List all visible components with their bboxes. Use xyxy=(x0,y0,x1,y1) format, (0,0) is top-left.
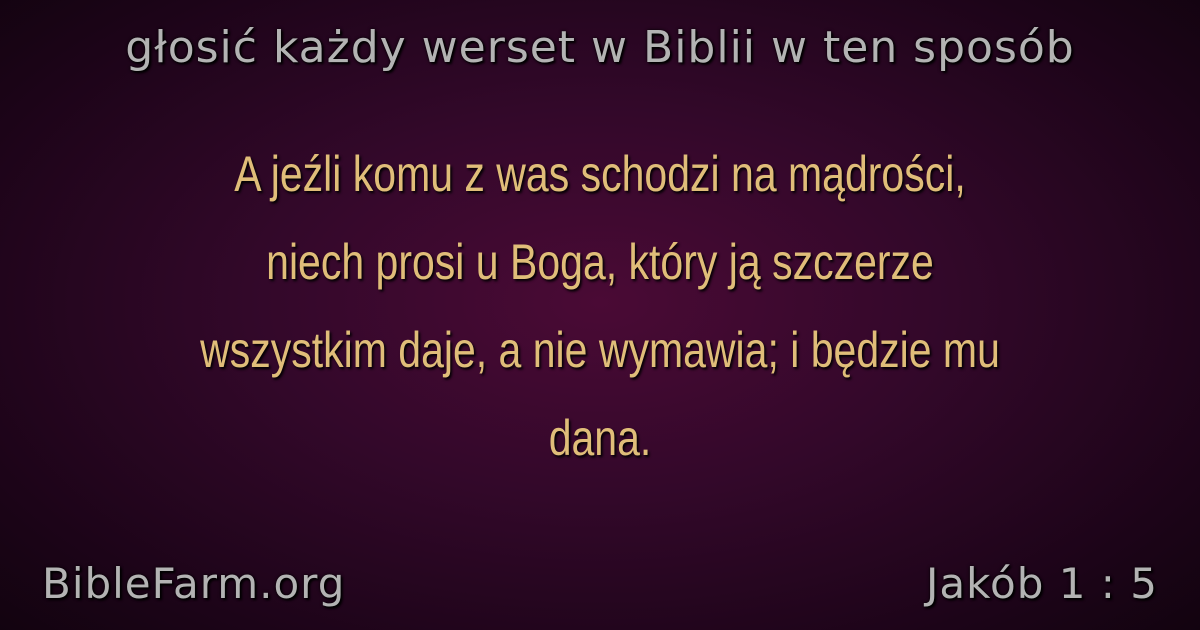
verse-text xyxy=(141,130,1059,482)
verse-line: wszystkim daje, a nie wymawia; i będzie mu xyxy=(200,322,1000,378)
tagline: głosić każdy werset w Biblii w ten sposób xyxy=(125,22,1075,73)
site-name: BibleFarm.org xyxy=(42,559,346,608)
verse-line: A jeźli komu z was schodzi na mądrości, xyxy=(234,146,966,202)
verse-line: niech prosi u Boga, który ją szczerze xyxy=(266,234,934,290)
verse-reference: Jakób 1 : 5 xyxy=(926,559,1158,608)
verse-line: dana. xyxy=(548,410,652,466)
